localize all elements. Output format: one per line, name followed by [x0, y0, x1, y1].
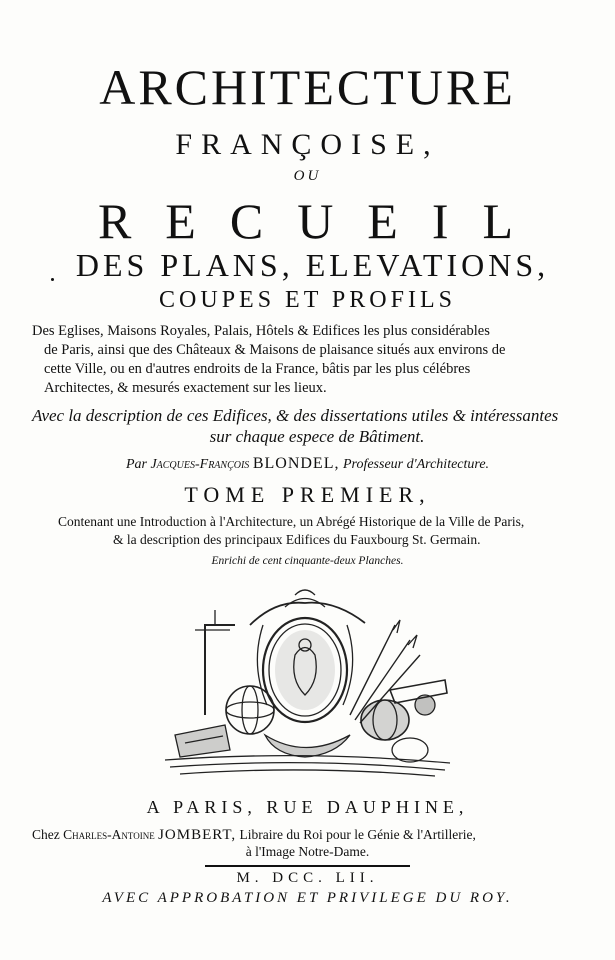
- contents-line: Contenant une Introduction à l'Architecture, un Abrégé Historique de la Ville de Paris,: [58, 514, 525, 529]
- author-role: Professeur d'Architecture.: [342, 457, 490, 472]
- imprint-privilege: AVEC APPROBATION ET PRIVILEGE DU ROY.: [102, 890, 513, 906]
- description-line: de Paris, ainsi que des Châteaux & Maisons de plaisance situés aux environs de: [44, 342, 506, 358]
- imprint-city: A PARIS, RUE DAUPHINE,: [146, 797, 469, 817]
- printer-last-name: JOMBERT,: [158, 827, 237, 843]
- printer-title: Libraire du Roi pour le Génie & l'Artillerie,: [239, 827, 476, 842]
- title-ou: OU: [293, 168, 322, 184]
- tome-heading: TOME PREMIER,: [184, 482, 431, 507]
- author-surname: BLONDEL,: [252, 455, 340, 472]
- engraved-vignette: [155, 585, 460, 785]
- author-par: Par: [125, 457, 147, 472]
- title-recueil: RECUEIL: [97, 193, 548, 249]
- author-name: Jacques-François: [150, 457, 250, 472]
- contents-line: & la description des principaux Edifices du Fauxbourg St. Germain.: [113, 532, 481, 547]
- divider-rule: [205, 865, 410, 867]
- subtitle-line: sur chaque espece de Bâtiment.: [209, 427, 425, 446]
- description-line: Architectes, & mesurés exactement sur les lieux.: [44, 380, 327, 396]
- description-paragraph: [32, 322, 602, 398]
- enrichi-note: Enrichi de cent cinquante-deux Planches.: [211, 555, 404, 567]
- title-francoise: FRANÇOISE,: [175, 128, 440, 161]
- title-coupes-profils: COUPES ET PROFILS: [159, 287, 456, 313]
- author-line: [0, 455, 615, 473]
- title-architecture: ARCHITECTURE: [99, 59, 516, 115]
- title-plans-elevations: DES PLANS, ELEVATIONS,: [75, 247, 550, 283]
- description-line: cette Ville, ou en d'autres endroits de la France, bâtis par les plus célébres: [44, 361, 471, 377]
- contents-paragraph: [58, 513, 598, 549]
- subtitle-line: Avec la description de ces Edifices, & des dissertations utiles & intéressantes: [32, 406, 559, 425]
- description-line: Des Eglises, Maisons Royales, Palais, Hôtels & Edifices les plus considérables: [32, 323, 490, 339]
- imprint-printer: [32, 826, 602, 844]
- imprint-chez: Chez: [32, 827, 60, 842]
- imprint-year: M. DCC. LII.: [236, 870, 379, 886]
- imprint-address: à l'Image Notre-Dame.: [245, 844, 370, 859]
- printer-first-name: Charles-Antoine: [63, 827, 155, 842]
